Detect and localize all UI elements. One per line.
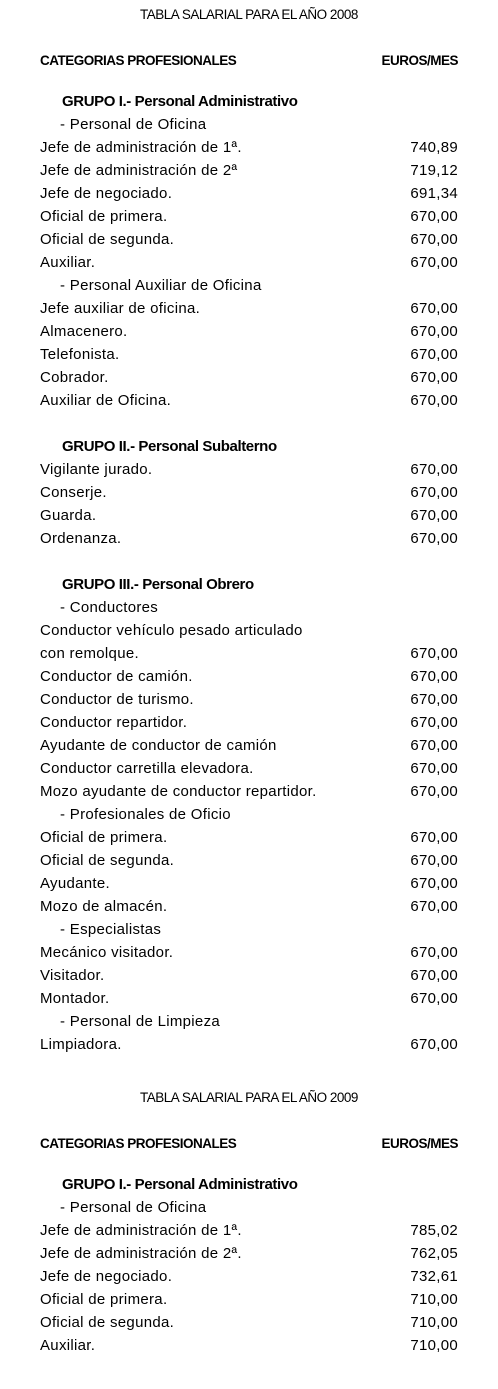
group-heading: GRUPO I.- Personal Administrativo xyxy=(62,1176,298,1193)
salary-value: 670,00 xyxy=(410,323,458,340)
salary-value: 710,00 xyxy=(410,1291,458,1308)
salary-value: 670,00 xyxy=(410,346,458,363)
category-label: Jefe de administración de 2ª. xyxy=(40,1245,242,1262)
category-label: Conductor de turismo. xyxy=(40,691,194,708)
category-label: Jefe de administración de 1ª. xyxy=(40,139,242,156)
category-label: Guarda. xyxy=(40,507,97,524)
table-row xyxy=(40,205,458,228)
table-row xyxy=(40,895,458,918)
header-categories: CATEGORIAS PROFESIONALES xyxy=(40,1136,237,1151)
category-label: Oficial de segunda. xyxy=(40,852,175,869)
category-label: Auxiliar. xyxy=(40,1337,96,1354)
salary-value: 670,00 xyxy=(410,530,458,547)
subsection-heading: - Conductores xyxy=(60,599,159,616)
subsection-heading: - Personal de Oficina xyxy=(60,116,207,133)
salary-value: 670,00 xyxy=(410,1036,458,1053)
salary-value: 670,00 xyxy=(410,231,458,248)
category-label: Conserje. xyxy=(40,484,107,501)
column-header xyxy=(40,53,458,68)
salary-value: 710,00 xyxy=(410,1337,458,1354)
category-label: Vigilante jurado. xyxy=(40,461,153,478)
table-row xyxy=(40,458,458,481)
category-label: Conductor vehículo pesado articulado xyxy=(40,622,303,639)
table-row xyxy=(40,136,458,159)
table-row xyxy=(40,1242,458,1265)
salary-value: 670,00 xyxy=(410,714,458,731)
salary-value: 670,00 xyxy=(410,461,458,478)
salary-value: 670,00 xyxy=(410,852,458,869)
header-categories: CATEGORIAS PROFESIONALES xyxy=(40,53,237,68)
category-label: Oficial de primera. xyxy=(40,208,168,225)
table-row xyxy=(40,1334,458,1357)
table-row xyxy=(40,1265,458,1288)
table-row xyxy=(40,1033,458,1056)
category-label: Cobrador. xyxy=(40,369,109,386)
table-row xyxy=(40,1311,458,1334)
table-row xyxy=(40,826,458,849)
salary-value: 670,00 xyxy=(410,829,458,846)
category-label: Almacenero. xyxy=(40,323,128,340)
table-row xyxy=(40,964,458,987)
category-label: Conductor repartidor. xyxy=(40,714,188,731)
salary-value: 670,00 xyxy=(410,875,458,892)
table-row xyxy=(40,389,458,412)
category-label: Jefe de negociado. xyxy=(40,185,173,202)
table-row xyxy=(40,734,458,757)
subsection-heading: - Profesionales de Oficio xyxy=(60,806,231,823)
table-title: TABLA SALARIAL PARA EL AÑO 2008 xyxy=(140,7,358,22)
category-label: Jefe de negociado. xyxy=(40,1268,173,1285)
salary-value: 710,00 xyxy=(410,1314,458,1331)
table-row xyxy=(40,665,458,688)
table-row xyxy=(40,481,458,504)
table-row xyxy=(40,504,458,527)
category-label: Ayudante de conductor de camión xyxy=(40,737,277,754)
group-heading: GRUPO III.- Personal Obrero xyxy=(62,576,254,593)
table-row xyxy=(40,619,458,642)
table-row xyxy=(40,1219,458,1242)
category-label: Auxiliar de Oficina. xyxy=(40,392,172,409)
category-label: Oficial de segunda. xyxy=(40,1314,175,1331)
category-label: Mozo ayudante de conductor repartidor. xyxy=(40,783,317,800)
category-label: Montador. xyxy=(40,990,110,1007)
header-euros-mes: EUROS/MES xyxy=(381,1136,458,1151)
salary-value: 691,34 xyxy=(410,185,458,202)
category-label: Oficial de primera. xyxy=(40,829,168,846)
salary-value: 670,00 xyxy=(410,898,458,915)
table-row xyxy=(40,1288,458,1311)
salary-value: 719,12 xyxy=(410,162,458,179)
category-label: Telefonista. xyxy=(40,346,120,363)
category-label: Oficial de segunda. xyxy=(40,231,175,248)
salary-value: 670,00 xyxy=(410,208,458,225)
salary-value: 762,05 xyxy=(410,1245,458,1262)
salary-value: 670,00 xyxy=(410,507,458,524)
subsection-heading: - Personal de Limpieza xyxy=(60,1013,221,1030)
salary-value: 670,00 xyxy=(410,990,458,1007)
salary-value: 670,00 xyxy=(410,967,458,984)
group-heading: GRUPO II.- Personal Subalterno xyxy=(62,438,277,455)
table-row xyxy=(40,688,458,711)
salary-value: 670,00 xyxy=(410,254,458,271)
category-label: Mozo de almacén. xyxy=(40,898,168,915)
salary-value: 670,00 xyxy=(410,645,458,662)
category-label: Jefe auxiliar de oficina. xyxy=(40,300,201,317)
salary-value: 670,00 xyxy=(410,760,458,777)
category-label: Ayudante. xyxy=(40,875,110,892)
table-row xyxy=(40,849,458,872)
salary-value: 670,00 xyxy=(410,300,458,317)
table-row xyxy=(40,159,458,182)
column-header xyxy=(40,1136,458,1151)
category-label: Conductor carretilla elevadora. xyxy=(40,760,254,777)
table-row xyxy=(40,228,458,251)
salary-value: 670,00 xyxy=(410,484,458,501)
salary-value: 670,00 xyxy=(410,944,458,961)
category-label: con remolque. xyxy=(40,645,139,662)
salary-value: 732,61 xyxy=(410,1268,458,1285)
subsection-heading: - Personal Auxiliar de Oficina xyxy=(60,277,262,294)
table-row xyxy=(40,297,458,320)
header-euros-mes: EUROS/MES xyxy=(381,53,458,68)
category-label: Auxiliar. xyxy=(40,254,96,271)
group-heading: GRUPO I.- Personal Administrativo xyxy=(62,93,298,110)
salary-value: 670,00 xyxy=(410,668,458,685)
table-row xyxy=(40,251,458,274)
salary-value: 670,00 xyxy=(410,783,458,800)
table-row xyxy=(40,527,458,550)
table-row xyxy=(40,757,458,780)
category-label: Mecánico visitador. xyxy=(40,944,174,961)
salary-value: 785,02 xyxy=(410,1222,458,1239)
table-title: TABLA SALARIAL PARA EL AÑO 2009 xyxy=(140,1090,358,1105)
salary-value: 670,00 xyxy=(410,369,458,386)
subsection-heading: - Personal de Oficina xyxy=(60,1199,207,1216)
table-row xyxy=(40,941,458,964)
salary-value: 670,00 xyxy=(410,392,458,409)
table-row xyxy=(40,320,458,343)
salary-value: 740,89 xyxy=(410,139,458,156)
table-row xyxy=(40,642,458,665)
table-row xyxy=(40,343,458,366)
category-label: Conductor de camión. xyxy=(40,668,193,685)
table-row xyxy=(40,366,458,389)
table-row xyxy=(40,711,458,734)
table-row xyxy=(40,987,458,1010)
table-row xyxy=(40,780,458,803)
subsection-heading: - Especialistas xyxy=(60,921,162,938)
category-label: Jefe de administración de 1ª. xyxy=(40,1222,242,1239)
salary-value: 670,00 xyxy=(410,691,458,708)
table-row xyxy=(40,182,458,205)
category-label: Oficial de primera. xyxy=(40,1291,168,1308)
category-label: Jefe de administración de 2ª xyxy=(40,162,238,179)
table-row xyxy=(40,872,458,895)
salary-value: 670,00 xyxy=(410,737,458,754)
category-label: Visitador. xyxy=(40,967,105,984)
category-label: Limpiadora. xyxy=(40,1036,122,1053)
category-label: Ordenanza. xyxy=(40,530,122,547)
